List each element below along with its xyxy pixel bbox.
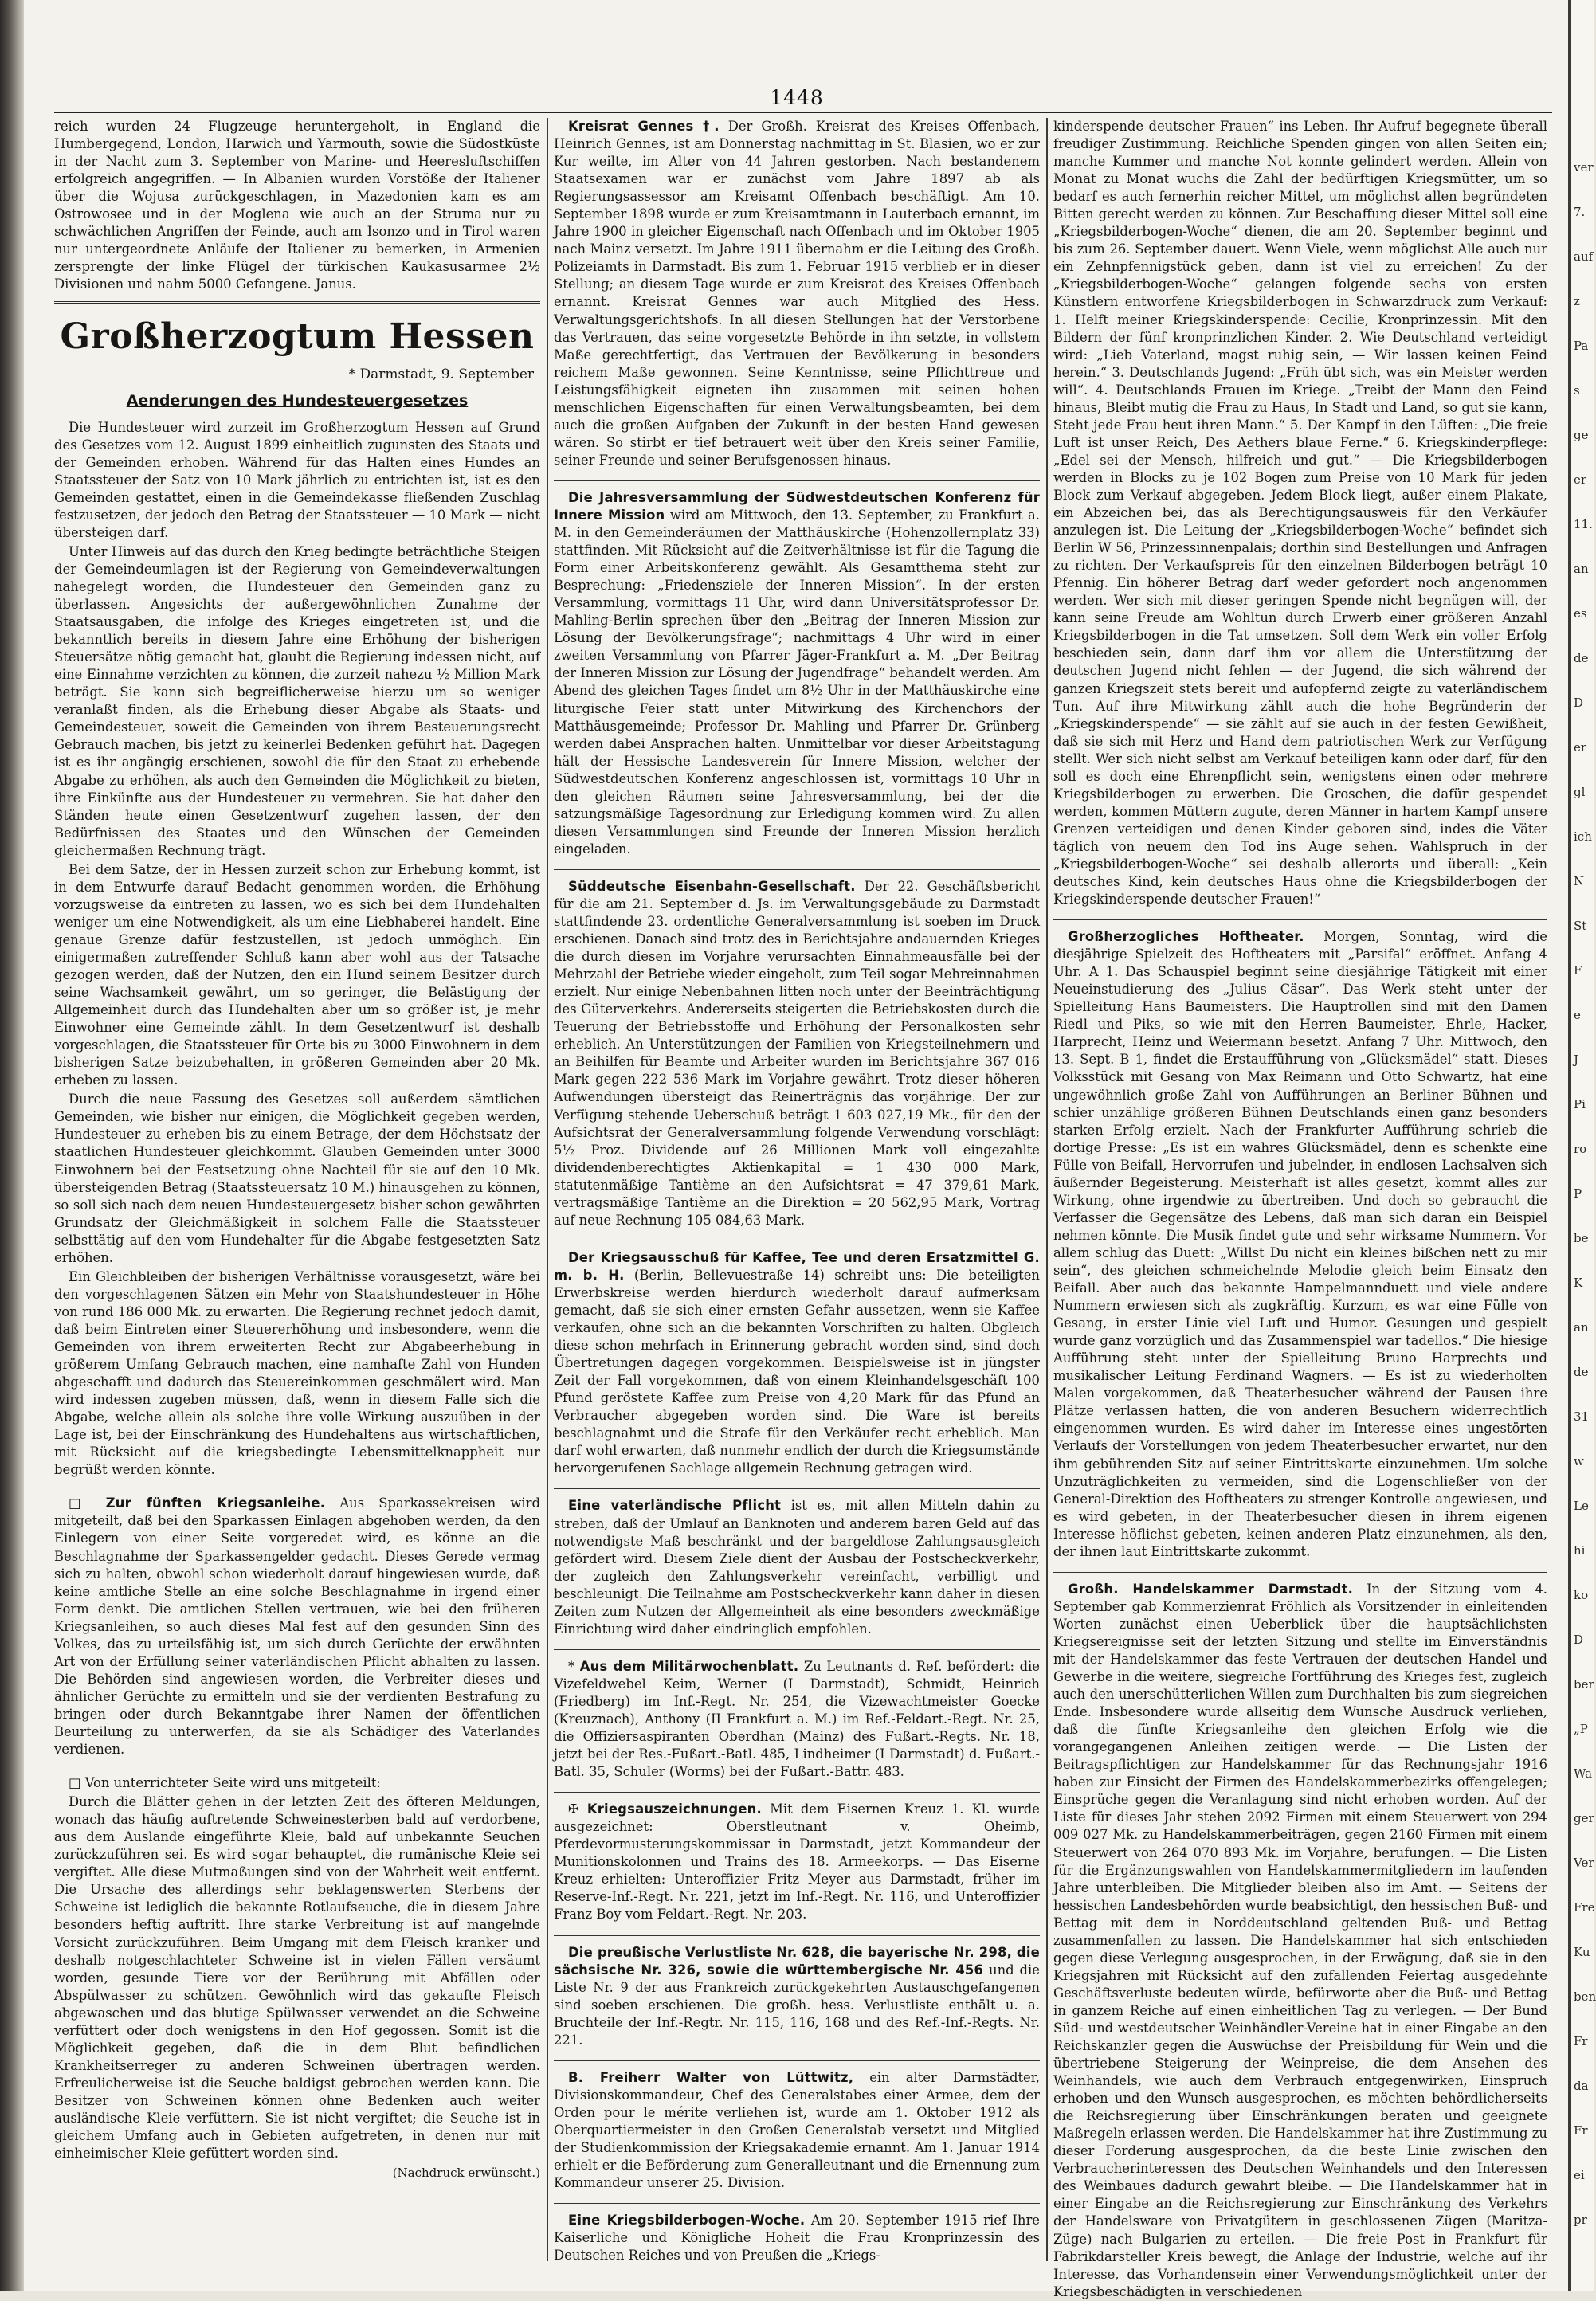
reprint-note: (Nachdruck erwünscht.) — [392, 2166, 540, 2181]
news-item-title: Die preußische Verlustliste Nr. 628, die bayerische Nr. 298, die sächsische Nr. 326, sowie die württembergische Nr. 456 — [554, 1944, 1040, 1978]
adjacent-page-fragment: N — [1574, 874, 1585, 888]
adjacent-page-fragment: Pa — [1574, 339, 1589, 353]
news-item-text: Mit dem Eisernen Kreuz 1. Kl. wurde ausgezeichnet: Oberstleutnant v. Oheimb, Pferdevormusterungskommissar in Darmstadt, jetzt Kommandeur der Munitionskolonnen und Trains des 18. Armeekorps. — Das Eiserne Kreuz erhielten: Unteroffizier Fritz Meyer aus Darmstadt, früher im Reserve-Inf.-Regt. Nr. 221, jetzt im Inf.-Regt. Nr. 116, und Unteroffizier Franz Boy vom Feldart.-Regt. Nr. 203. — [554, 1801, 1041, 1923]
news-item-text: Am 20. September 1915 rief Ihre Kaiserliche und Königliche Hoheit die Frau Kronprinzessin des Deutschen Reiches und von Preußen die „Kriegs- — [554, 2213, 1040, 2264]
adjacent-page-fragment: Pi — [1574, 1097, 1586, 1111]
adjacent-page-fragment: e — [1574, 1008, 1581, 1022]
item-divider — [1053, 1572, 1547, 1573]
adjacent-page-fragment: ber — [1574, 1677, 1594, 1691]
news-item-text: Zu Leutnants d. Ref. befördert: die Vizefeldwebel Keim, Werner (I Darmstadt), Schmidt, Heinrich (Friedberg) im Inf.-Regt. Nr. 254, die Vizewachtmeister Goecke (Kreuznach), Anthony (II Frankfurt a. M.) im Ref.-Feldart.-Regt. Nr. 25, die Offiziersaspiranten Oberdhan (Mainz) des Fußart.-Regts. Nr. 18, jetzt bei der Res.-Fußart.-Batl. 485, Lindheimer (I Darmstadt) d. Fußart.-Batl. 35, Schuler (Worms) bei der Fußart.-Battr. 483. — [554, 1658, 1041, 1780]
adjacent-page-fragment: es — [1574, 606, 1587, 621]
adjacent-page-fragment: Ku — [1574, 1945, 1590, 1959]
adjacent-page-fragment: Le — [1574, 1499, 1589, 1513]
news-item-text: und die Liste Nr. 9 der aus Frankreich zurückgekehrten Austauschgefangenen sind soeben erschienen. Die großh. hess. Verlustliste enthält u. a. Bruchteile der Inf.-Regtr. Nr. 115, 116, 168 und des Ref.-Inf.-Regts. Nr. 221. — [554, 1962, 1040, 2048]
adjacent-page-fragment: hi — [1574, 1543, 1586, 1558]
adjacent-page-fragment: Fr — [1574, 2034, 1588, 2048]
adjacent-page-fragment: St — [1574, 919, 1587, 933]
news-item: □ Von unterrichteter Seite wird uns mitgeteilt: Durch die Blätter gehen in der letzten Zeit des öfteren Meldungen, wonach das häufig auftretende Schweinesterben bald auf verdorbene, aus dem Auslande eingeführte Kleie, bald auf unbekannte Seuchen zurückzuführen sei. Es wird sogar behauptet, die rumänische Kleie sei vergiftet. Alle diese Mutmaßungen sind von der Wahrheit weit entfernt. Die Ursache des allerdings sehr beklagenswerten Sterbens der Schweine ist lediglich die bekannte Rotlaufseuche, die in diesem Jahre besonders heftig auftritt. Ihre starke Verbreitung ist auf mangelnde Vorsicht zurückzuführen. Beim Umgang mit dem Fleisch kranker und deshalb notgeschlachteter Schweine ist in vielen Fällen versäumt worden, gesunde Tiere vor der Berührung mit Abfällen oder Abspülwasser zu schützen. Gewöhnlich wird das gekaufte Fleisch abgewaschen und das blutige Spülwasser verwendet an die Schweine verfüttert oder doch wenigstens in den Hof gegossen. Somit ist die Möglichkeit gegeben, daß die in dem Blut befindlichen Krankheitserreger zu anderen Schweinen übertragen werden. Erfreulicherweise ist die Seuche baldigst gebrochen werden kann. Die Besitzer von Schweinen können ohne Bedenken auch weiter ausländische Kleie verfüttern. Sie ist nicht vergiftet; die Seuche ist in gleichem Umfang auch in Gebieten aufgetreten, in denen nur mit einheimischer Kleie gefüttert worden sind. (Nachdruck erwünscht.) — [54, 1774, 540, 2181]
news-item-text: Morgen, Sonntag, wird die diesjährige Spielzeit des Hoftheaters mit „Parsifal“ eröffnet. Anfang 4 Uhr. A 1. Das Schauspiel beginnt seine diesjährige Tätigkeit mit einer Neueinstudierung des „Julius Cäsar“. Das Werk steht unter der Spielleitung Hans Baumeisters. Die Hauptrollen sind mit den Damen Riedl und Piks, so wie mit den Herren Baumeister, Ehrle, Hacker, Harprecht, Heinz und Weiermann besetzt. Anfang 7 Uhr. Mittwoch, den 13. Sept. B 1, findet die Erstaufführung von „Glücksmädel“ statt. Dieses Volksstück mit Gesang von Max Reimann und Otto Schwartz, hat eine ungewöhnlich große Zahl von Aufführungen an Berliner Bühnen und schier unzählige größeren Bühnen Deutschlands einen ganz besonders starken Erfolg erzielt. Nach der Frankfurter Aufführung schrieb die dortige Presse: „Es ist ein wahres Glücksmädel, denn es schenkte eine Fülle von Beifall, Hervorrufen und jubelnder, in endlosen Lachsalven sich äußernder Begeisterung. Meisterhaft ist alles gesetzt, kommt alles zur Wirkung, ohne irgendwie zu übertreiben. Und doch so gebraucht die Verfasser die Gegensätze des Lebens, daß man sich daran ein Beispiel nehmen könnte. Die Musik findet gute und sehr wirksame Nummern. Vor allem schlug das Duett: „Willst Du nicht ein kleines bißchen nett zu mir sein“, des gleichen schmeichelnde Melodie gleich beim Einsatz den Beifall. Aber auch das bekannte Hampelmannduett und viele andere Nummern erwiesen sich als zugkräftig. Kurzum, es war eine Fülle von Gesang, in erster Linie viel Luft und Humor. Gesungen und gespielt wurde ganz vorzüglich und das Zusammenspiel war tadellos.“ Die hiesige Aufführung steht unter der Spielleitung Bruno Harprechts und musikalischer Leitung Ferdinand Wagners. — Es ist zu wiederholten Malen vorgekommen, daß Theaterbesucher während der Pausen ihre Plätze verlassen hatten, die von anderen Besuchern widerrechtlich eingenommen wurden. Es wird daher im Interesse eines ungestörten Verlaufs der Vorstellungen von jedem Theaterbesucher erwartet, nur den ihm gebührenden Sitz auf seiner Eintrittskarte einzunehmen. Um solche Unzuträglichkeiten zu vermeiden, sind die Logenschließer von der General-Direktion des Hoftheaters zu strenger Kontrolle angewiesen, und es wird gebeten, in der Theaterbesucher diesen in ihrem eigenen Interesse höflichst gebeten, keinen anderen Platz einzunehmen, als den, der ihnen laut Eintrittskarte zukommt. — [1053, 929, 1547, 1559]
page-number: 1448 — [770, 86, 824, 109]
item-divider — [554, 1935, 1040, 1936]
column-2: Kreisrat Gennes †. Der Großh. Kreisrat des Kreises Offenbach, Heinrich Gennes, ist am Donnerstag nachmittag in St. Blasien, wo er zur Kur weilte, im Alter von 44 Jahren gestorben. Nach bestandenem Staatsexamen war er zunächst vom Jahre 1897 ab als Regierungsassessor am Kreisamt Offenbach beschäftigt. Am 10. September 1898 wurde er zum Kreisamtmann in Lauterbach ernannt, im Jahre 1900 in gleicher Eigenschaft nach Offenbach und im Oktober 1905 nach Mainz versetzt. Im Jahre 1911 übernahm er die Leitung des Großh. Polizeiamts in Darmstadt. Bis zum 1. Februar 1915 verblieb er in dieser Stellung; an diesem Tage wurde er zum Kreisrat des Kreises Offenbach ernannt. Kreisrat Gennes war auch Mitglied des Hess. Verwaltungsgerichtshofs. In all diesen Stellungen hat der Verstorbene das Vertrauen, das seine vorgesetzte Behörde in ihn setzte, in vollstem Maße gerechtfertigt, das Vertrauen der Bevölkerung in besonders reichem Maße gewonnen. Seine Kenntnisse, seine Pflichttreue und Leistungsfähigkeit eigneten ihn zusammen mit seinen hohen menschlichen Eigenschaften für einen Verwaltungsbeamten, bei dem auch die großen Aufgaben der Zukunft in der besten Hand gewesen wären. So stirbt er tief betrauert weit über den Kreis seiner Familie, seiner Freunde und seiner Berufsgenossen hinaus. Die Jahresversammlung der Südwestdeutschen Konferenz für Innere Mission wird am Mittwoch, den 13. September, zu Frankfurt a. M. in den Gemeinderäumen der Matthäuskirche (Hohenzollernplatz 33) stattfinden. Mit Rücksicht auf die Zeitverhältnisse ist für die Tagung die Form einer Arbeitskonferenz gewählt. Als Gesamtthema steht zur Besprechung: „Friedensziele der Inneren Mission“. In der ersten Versammlung, vormittags 11 Uhr, wird dann Universitätsprofessor Dr. Mahling-Berlin sprechen über den „Beitrag der Inneren Mission zur Lösung der Bevölkerungsfrage“; nachmittags 4 Uhr wird in einer zweiten Versammlung von Pfarrer Jäger-Frankfurt a. M. „Der Beitrag der Inneren Mission zur Lösung der Jugendfrage“ behandelt werden. Am Abend des gleichen Tages findet um 8½ Uhr in der Matthäuskirche eine liturgische Feier statt unter Mitwirkung des Kirchenchors der Matthäusgemeinde; Professor Dr. Mahling und Pfarrer Dr. Grünberg werden dabei Ansprachen halten. Unmittelbar vor dieser Arbeitstagung hält der Hessische Landesverein für Innere Mission, welcher der Südwestdeutschen Konferenz angeschlossen ist, vormittags 10 Uhr in den gleichen Räumen seine Jahresversammlung, bei der die satzungsmäßige Tagesordnung zur Erledigung kommen wird. Zu allen diesen Versammlungen sind Freunde der Inneren Mission herzlich eingeladen. Süddeutsche Eisenbahn-Gesellschaft. Der 22. Geschäftsbericht für die am 21. September d. Js. im Verwaltungsgebäude zu Darmstadt stattfindende 23. ordentliche Generalversammlung ist soeben im Druck erschienen. Danach sind trotz des in Berichtsjahre andauernden Krieges die durch diesen im Vorjahre verursachten Einnahmeausfälle bei der Mehrzahl der Betriebe wieder eingeholt, zum Teil sogar Mehreinnahmen erzielt. Nur einige Nebenbahnen litten noch unter der Beeinträchtigung des Güterverkehrs. Andererseits steigerten die Betriebskosten durch die Teuerung der Betriebsstoffe und Erhöhung der Personalkosten sehr erheblich. An Unterstützungen der Familien von Kriegsteilnehmern und an Beihilfen für Beamte und Arbeiter wurden im Berichtsjahre 367 016 Mark gegen 222 536 Mark im Vorjahre gewährt. Trotz dieser höheren Aufwendungen übersteigt das Reinerträgnis das vorjährige. Der zur Verfügung stehende Ueberschuß beträgt 1 603 027,19 Mk., für den der Aufsichtsrat der Generalversammlung folgende Verwendung vorschlägt: 5½ Proz. Dividende auf 26 Millionen Mark voll eingezahlte dividendenberechtigtes Aktienkapital = 1 430 000 Mark, statutenmäßige Tantième an den Aufsichtsrat = 47 379,61 Mark, vertragsmäßige Tantième an die Direktion = 20 562,95 Mark, Vortrag auf neue Rechnung 105 084,63 Mark. Der Kriegsausschuß für Kaffee, Tee und deren Ersatzmittel G. m. b. H. (Berlin, Bellevuestraße 14) schreibt uns: Die beteiligten Erwerbskreise werden hierdurch wiederholt darauf aufmerksam gemacht, daß sie sich einer ernsten Gefahr aussetzen, wenn sie Kaffee verkaufen, ohne sich an die bekannten Vorschriften zu halten. Obgleich diese schon mehrfach in Erinnerung gebracht worden sind, sind doch Übertretungen dagegen vorgekommen. Beispielsweise ist in jüngster Zeit der Fall vorgekommen, daß von einem Kleinhandelsgeschäft 100 Pfund geröstete Kaffee zum Preise von 4,20 Mark für das Pfund an Verbraucher abgegeben worden sind. Die Ware ist bereits beschlagnahmt und die Strafe für den Verkäufer recht erheblich. Man darf wohl erwarten, daß nunmehr endlich der durch die Kriegsumstände hervorgerufenen Sachlage allgemein Rechnung getragen wird. Eine vaterländische Pflicht ist es, mit allen Mitteln dahin zu streben, daß der Umlauf an Banknoten und anderem baren Geld auf das notwendigste Maß beschränkt und der bargeldlose Zahlungsausgleich gefördert wird. Diesem Ziele dient der Ausbau der Postscheckverkehr, der zugleich den Zahlungsverkehr vereinfacht, verbilligt und beschleunigt. Die Teilnahme am Postscheckverkehr kann daher in diesen Zeiten zum Nutzen der Allgemeinheit als eine besonders zweckmäßige Einrichtung wird daher eindringlich empfohlen. * Aus dem Militärwochenblatt. Zu Leutnants d. Ref. befördert: die Vizefeldwebel Keim, Werner (I Darmstadt), Schmidt, Heinrich (Friedberg) im Inf.-Regt. Nr. 254, die Vizewachtmeister Goecke (Kreuznach), Anthony (II Frankfurt a. M.) im Ref.-Feldart.-Regt. Nr. 25, die Offiziersaspiranten Oberdhan (Mainz) des Fußart.-Regts. Nr. 18, jetzt bei der Res.-Fußart.-Batl. 485, Lindheimer (I Darmstadt) d. Fußart.-Batl. 35, Schuler (Worms) bei der Fußart.-Battr. 483. ✠ Kriegsauszeichnungen. Mit dem Eisernen Kreuz 1. Kl. wurde ausgezeichnet: Oberstleutnant v. Oheimb, Pferdevormusterungskommissar in Darmstadt, jetzt Kommandeur der Munitionskolonnen und Trains des 18. Armeekorps. — Das Eiserne Kreuz erhielten: Unteroffizier Fritz Meyer aus Darmstadt, früher im Reserve-Inf.-Regt. Nr. 221, jetzt im Inf.-Regt. Nr. 116, und Unteroffizier Franz Boy vom Feldart.-Regt. Nr. 203. Die preußische Verlustliste Nr. 628, die bayerische Nr. 298, die sächsische Nr. 326, sowie die württembergische Nr. 456 und die Liste Nr. 9 der aus Frankreich zurückgekehrten Austauschgefangenen sind soeben erschienen. Die großh. hess. Verlustliste enthält u. a. Bruchteile der Inf.-Regtr. Nr. 115, 116, 168 und des Ref.-Inf.-Regts. Nr. 221. B. Freiherr Walter von Lüttwitz, ein alter Darmstädter, Divisionskommandeur, Chef des Generalstabes einer Armee, dem der Orden pour le mérite verliehen ist, wurde am 1. Oktober 1912 als Oberquartiermeister in den Großen Generalstab versetzt und Mitglied der Studienkommission der Kriegsakademie ernannt. Am 1. Januar 1914 erhielt er die Beförderung zum Generalleutnant und die Ernennung zum Kommandeur unserer 25. Division. Eine Kriegsbilderbogen-Woche. Am 20. September 1915 rief Ihre Kaiserliche und Königliche Hoheit die Frau Kronprinzessin des Deutschen Reiches und von Preußen die „Kriegs- — [554, 119, 1041, 2264]
adjacent-page-fragment: w — [1574, 1454, 1584, 1468]
item-divider — [1053, 919, 1547, 920]
adjacent-page-fragment: Fr — [1574, 2123, 1588, 2138]
adjacent-page-fragment: ei — [1574, 2168, 1585, 2182]
adjacent-page-fragment: auf — [1574, 249, 1594, 264]
adjacent-page-fragment: er — [1574, 472, 1587, 487]
news-item-title: B. Freiherr Walter von Lüttwitz, — [568, 2069, 854, 2085]
column-rule — [547, 118, 548, 2261]
item-divider — [554, 2060, 1040, 2061]
news-item-title: Zur fünften Kriegsanleihe. — [105, 1495, 326, 1511]
news-item-title: Großh. Handelskammer Darmstadt. — [1068, 1581, 1354, 1597]
adjacent-page-fragment: da — [1574, 2079, 1589, 2093]
adjacent-page-fragment: de — [1574, 1365, 1589, 1379]
item-divider — [554, 2203, 1040, 2204]
item-divider — [554, 1792, 1040, 1793]
column-1 — [54, 118, 540, 2261]
adjacent-page-fragment: Ver — [1574, 1856, 1594, 1870]
news-item-text: wird am Mittwoch, den 13. September, zu Frankfurt a. M. in den Gemeinderäumen der Matthäuskirche (Hohenzollernplatz 33) stattfinden. Mit Rücksicht auf die Zeitverhältnisse ist für die Tagung die Form einer Arbeitskonferenz gewählt. Als Gesamtthema steht zur Besprechung: „Friedensziele der Inneren Mission“. In der ersten Versammlung, vormittags 11 Uhr, wird dann Universitätsprofessor Dr. Mahling-Berlin sprechen über den „Beitrag der Inneren Mission zur Lösung der Bevölkerungsfrage“; nachmittags 4 Uhr wird in einer zweiten Versammlung von Pfarrer Jäger-Frankfurt a. M. „Der Beitrag der Inneren Mission zur Lösung der Jugendfrage“ behandelt werden. Am Abend des gleichen Tages findet um 8½ Uhr in der Matthäuskirche eine liturgische Feier statt unter Mitwirkung des Kirchenchors der Matthäusgemeinde; Professor Dr. Mahling und Pfarrer Dr. Grünberg werden dabei Ansprachen halten. Unmittelbar vor dieser Arbeitstagung hält der Hessische Landesverein für Innere Mission, welcher der Südwestdeutschen Konferenz angeschlossen ist, vormittags 10 Uhr in den gleichen Räumen seine Jahresversammlung, bei der die satzungsmäßige Tagesordnung zur Erledigung kommen wird. Zu allen diesen Versammlungen sind Freunde der Inneren Mission herzlich eingeladen. — [554, 507, 1040, 857]
article-paragraph: Die Hundesteuer wird zurzeit im Großherzogtum Hessen auf Grund des Gesetzes vom 12. August 1899 einheitlich zugunsten des Staats und der Gemeinden erhoben. Während für das Halten eines Hundes an Staatssteuer der Satz von 10 Mark jährlich zu entrichten ist, ist es den Gemeinden gestattet, einen in die Gemeindekasse fließenden Zuschlag festzusetzen, der jedoch den Betrag der Staatssteuer — 10 Mark — nicht übersteigen darf. — [54, 419, 540, 540]
adjacent-page-fragment: de — [1574, 651, 1589, 665]
adjacent-page-fragment: J — [1574, 1053, 1579, 1067]
adjacent-page-fragment: ko — [1574, 1588, 1589, 1602]
adjacent-page-fragment: ver — [1574, 160, 1594, 174]
article-paragraph: Ein Gleichbleiben der bisherigen Verhältnisse vorausgesetzt, wäre bei den vorgeschlagenen Sätzen ein Mehr von Staatshundesteuer in Höhe von rund 186 000 Mk. zu erwarten. Die Regierung rechnet jedoch damit, daß beim Eintreten einer Steuererhöhung und insbesondere, wenn die Gemeinden von ihrem erweiterten Recht zur Abgabeerhebung in größerem Umfang Gebrauch machen, eine namhafte Zahl von Hunden abgeschafft und dadurch das Steuereinkommen geschmälert wird. Man wird indessen zugeben müssen, daß, wenn in diesem Falle sich die Abgabe, welche allein als solche ihre volle Wirkung auszuüben in der Lage ist, bei der Einschränkung des Hundehaltens aus wirtschaftlichen, mit Rücksicht auf die kriegsbedingte Lebensmittelknappheit nur begrüßt werden könnte. — [54, 1268, 540, 1478]
adjacent-page-fragment: an — [1574, 562, 1589, 576]
adjacent-page-fragment: K — [1574, 1276, 1583, 1290]
adjacent-page-fragment: an — [1574, 1320, 1589, 1335]
news-item-title: Süddeutsche Eisenbahn-Gesellschaft. — [568, 878, 856, 894]
news-item-text: ist es, mit allen Mitteln dahin zu streben, daß der Umlauf an Banknoten und anderem baren Geld auf das notwendigste Maß beschränkt und der bargeldlose Zahlungsausgleich gefördert wird. Diesem Ziele dient der Ausbau der Postscheckverkehr, der zugleich den Zahlungsverkehr vereinfacht, verbilligt und beschleunigt. Die Teilnahme am Postscheckverkehr kann daher in diesen Zeiten zum Nutzen der Allgemeinheit als eine besonders zweckmäßige Einrichtung wird daher eindringlich empfohlen. — [554, 1498, 1040, 1637]
news-item-title: Kriegsauszeichnungen. — [586, 1801, 762, 1817]
adjacent-page-fragment: D — [1574, 696, 1584, 710]
adjacent-page-fragment: er — [1574, 740, 1587, 755]
news-item-text: (Berlin, Bellevuestraße 14) schreibt uns: Die beteiligten Erwerbskreise werden hierdurch wiederholt darauf aufmerksam gemacht, daß sie sich einer ernsten Gefahr aussetzen, wenn sie Kaffee verkaufen, ohne sich an die bekannten Vorschriften zu halten. Obgleich diese schon mehrfach in Erinnerung gebracht worden sind, sind doch Übertretungen dagegen vorgekommen. Beispielsweise ist in jüngster Zeit der Fall vorgekommen, daß von einem Kleinhandelsgeschäft 100 Pfund geröstete Kaffee zum Preise von 4,20 Mark für das Pfund an Verbraucher abgegeben worden sind. Die Ware ist bereits beschlagnahmt und die Strafe für den Verkäufer recht erheblich. Man darf wohl erwarten, daß nunmehr endlich der durch die Kriegsumstände hervorgerufenen Sachlage allgemein Rechnung getragen wird. — [554, 1267, 1040, 1476]
adjacent-page-fragment: Fre — [1574, 1900, 1595, 1915]
war-report-end: reich wurden 24 Flugzeuge heruntergeholt, in England die Humbergegend, London, Harwich und Yarmouth, sowie die Südostküste in der Nacht zum 3. September von Marine- und Heeresluftschiffen erfolgreich angegriffen. — In Albanien wurden Vorstöße der Italiener über die Wojusa zurückgeschlagen, in Mazedonien kam es am Ostrowosee und in der Moglena wie auch an der Struma nur zu schwächlichen Angriffen der Feinde, auch am Isonzo und in Tirol waren nur untergeordnete Anläufe der Italiener zu bemerken, in Armenien zersprengte der linke Flügel der türkischen Kaukasusarmee 2½ Divisionen und nahm 5000 Gefangene. Janus. — [54, 119, 540, 292]
adjacent-page-edge — [1568, 0, 1594, 2291]
adjacent-page-fragment: z — [1574, 294, 1580, 308]
news-item-text: ein alter Darmstädter, Divisionskommandeur, Chef des Generalstabes einer Armee, dem der Orden pour le mérite verliehen ist, wurde am 1. Oktober 1912 als Oberquartiermeister in den Großen Generalstab versetzt und Mitglied der Studienkommission der Kriegsakademie ernannt. Am 1. Januar 1914 erhielt er die Beförderung zum Generalleutnant und die Ernennung zum Kommandeur unserer 25. Division. — [554, 2069, 1040, 2191]
adjacent-page-fragment: ben — [1574, 1989, 1596, 2004]
adjacent-page-fragment: pr — [1574, 2213, 1587, 2227]
adjacent-page-fragment: gl — [1574, 785, 1586, 799]
adjacent-page-fragment: Wa — [1574, 1766, 1593, 1781]
item-divider — [554, 1649, 1040, 1650]
news-item-text: In der Sitzung vom 4. September gab Kommerzienrat Fröhlich als Vorsitzender in einleitenden Worten zunächst einen Ueberblick über die hauptsächlichsten Kriegsereignisse seit der letzten Sitzung und stellte im Einverständnis mit der Handelskammer das feste Vertrauen der deutschen Handel und Gewerbe in die weitere, siegreiche Fortführung des Krieges fest, zugleich auch den unerschütterlichen Willen zum Durchhalten bis zum siegreichen Ende. Insbesondere wurde allseitig dem Wunsche Ausdruck verliehen, daß die fünfte Kriegsanleihe den gleichen Erfolg wie die vorangegangenen Anleihen zeitigen werde. — Die Listen der Beitragspflichtigen zur Handelskammer für das Rechnungsjahr 1916 haben zur Einsicht der Firmen des Handelskammerbezirks offengelegen; Einsprüche gegen die Veranlagung sind nicht erhoben worden. Auf der Liste für dieses Jahr stehen 2092 Firmen mit einem Steuerwert von 294 009 027 Mk. zu Handelskammerbeiträgen, gegen 2160 Firmen mit einem Steuerwert von 264 070 893 Mk. im Vorjahre, berufungen. — Die Listen für die Ergänzungswahlen von Handelskammermitgliedern im laufenden Jahre unterbleiben. Die Mitglieder bleiben also im Amt. — Seitens der hessischen Landesbehörden wurde beabsichtigt, den hessischen Buß- und Bettag mit dem in Norddeutschland geltenden Buß- und Bettag zusammenfallen zu lassen. Die Handelskammer hat sich entschieden gegen diese Verlegung ausgesprochen, in der Erwägung, daß sie in den Kriegsjahren mit Rücksicht auf den zufallenden Feiertag ausgedehnte Geschäftsverluste bedeuten würde, befürworte aber die Buß- und Bettag in ganzem Reiche auf einen einheitlichen Tag zu verlegen. — Der Bund Süd- und westdeutscher Weinhändler-Vereine hat in einer Eingabe an den Reichskanzler gegen die Auswüchse der Preisbildung für Wein und die übertriebene Steigerung der Weinpreise, die dem Ansehen des Weinhandels, wie auch dem Verbrauch entgegenwirken, Einspruch erhoben und den Wunsch ausgesprochen, es möchten behördlicherseits die Reichsregierung über Einschränkungen beraten und geeignete Maßregeln erlassen werden. Die Handelskammer hat ihre Zustimmung zu dieser Forderung ausgesprochen, da die beste Linie zwischen den Verbraucherinteressen des Deutschen Weinhandels und den Interessen des Weinbaues dadurch gewahrt bleibe. — Die Handelskammer hat in einer Eingabe an die Reichsregierung zur Einschränkung des Verkehrs der Handelsware von Privatgütern in geschlossenen Zügen (Maritza-Züge) nach Bulgarien zu erteilen. — Die freie Post in Frankfurt für Fabrikdarsteller Kreis bewegt, die Anlage der Industrie, welche auf ihr Interesse, das Vorhandensein einer Verwendungsmöglichkeit unter der Kriegsbeschädigten in verschiedenen — [1053, 1581, 1547, 2299]
adjacent-page-fragment: D — [1574, 1633, 1584, 1647]
adjacent-page-fragment: be — [1574, 1231, 1589, 1245]
news-item-text: Der 22. Geschäftsbericht für die am 21. September d. Js. im Verwaltungsgebäude zu Darmstadt stattfindende 23. ordentliche Generalversammlung ist soeben im Druck erschienen. Danach sind trotz des in Berichtsjahre andauernden Krieges die durch diesen im Vorjahre verursachten Einnahmeausfälle bei der Mehrzahl der Betriebe wieder eingeholt, zum Teil sogar Mehreinnahmen erzielt. Nur einige Nebenbahnen litten noch unter der Beeinträchtigung des Güterverkehrs. Andererseits steigerten die Betriebskosten durch die Teuerung der Betriebsstoffe und Erhöhung der Personalkosten sehr erheblich. An Unterstützungen der Familien von Kriegsteilnehmern und an Beihilfen für Beamte und Arbeiter wurden im Berichtsjahre 367 016 Mark gegen 222 536 Mark im Vorjahre gewährt. Trotz dieser höheren Aufwendungen übersteigt das Reinerträgnis das vorjährige. Der zur Verfügung stehende Ueberschuß beträgt 1 603 027,19 Mk., für den der Aufsichtsrat der Generalversammlung folgende Verwendung vorschlägt: 5½ Proz. Dividende auf 26 Millionen Mark voll eingezahlte dividendenberechtigtes Aktienkapital = 1 430 000 Mark, statutenmäßige Tantième an den Aufsichtsrat = 47 379,61 Mark, vertragsmäßige Tantième an die Direktion = 20 562,95 Mark, Vortrag auf neue Rechnung 105 084,63 Mark. — [554, 878, 1040, 1228]
column-rule — [1046, 118, 1048, 2261]
news-item-title: Der Kriegsausschuß für Kaffee, Tee und deren Ersatzmittel G. m. b. H. — [554, 1249, 1040, 1283]
article-paragraph: Unter Hinweis auf das durch den Krieg bedingte beträchtliche Steigen der Gemeindeumlagen ist der Regierung von Gemeindeverwaltungen nahegelegt worden, die Hundesteuer den Gemeinden ganz zu überlassen. Angesichts der außergewöhnlichen Zunahme der Staatsausgaben, die infolge des Krieges eingetreten ist, und die bekanntlich bereits in diesem Jahre eine Erhöhung der bisherigen Steuersätze nötig gemacht hat, glaubt die Regierung indessen nicht, auf eine Einnahme verzichten zu können, die zurzeit nahezu ½ Million Mark beträgt. Sie kann sich begreiflicherweise hierzu um so weniger veranlaßt finden, als die Erhebung dieser Abgabe als Staats- und Gemeindesteuer, soweit die Gemeinden von ihrem Besteuerungsrecht Gebrauch machen, bis jetzt zu keinerlei Bedenken geführt hat. Dagegen ist es ihr angängig erschienen, sowohl die für den Staat zu erhebende Abgabe zu erhöhen, als auch den Gemeinden die Möglichkeit zu bieten, ihre Einkünfte aus der Hundesteuer zu vermehren. Sie hat daher den Ständen heute einen Gesetzentwurf zugehen lassen, der den Bedürfnissen des Staates und den Wünschen der Gemeinden gleichermaßen Rechnung trägt. — [54, 543, 540, 858]
item-divider — [554, 869, 1040, 870]
news-item-title: Von unterrichteter Seite wird uns mitgeteilt: — [84, 1775, 381, 1791]
section-title: Großherzogtum Hessen — [60, 316, 535, 358]
news-item-title: Kreisrat Gennes †. — [568, 119, 720, 134]
dateline: * Darmstadt, 9. September — [348, 367, 534, 383]
adjacent-page-fragment: F — [1574, 963, 1582, 978]
article-title: Aenderungen des Hundesteuergesetzes — [126, 391, 469, 410]
adjacent-page-fragment: P — [1574, 1186, 1582, 1201]
news-item-text: Aus Sparkassekreisen wird mitgeteilt, daß bei den Sparkassen Einlagen abgehoben werden, da den Einlegern von einer Seite vorgeredet wird, es könne an die Beschlagnahme der Sparkassengelder gedacht. Dieses Gerede vermag sich zu halten, obwohl schon wiederholt darauf hingewiesen wurde, daß keine amtliche Stelle an eine solche Beschlagnahme in irgend einer Form denkt. Die amtlichen Stellen vertrauen, wie bei den früheren Kriegsanleihen, so auch dieses Mal fest auf den gesunden Sinn des Volkes, das zu urteilsfähig ist, um sich durch Gerüchte der erwähnten Art von der Erfüllung seiner vaterländischen Pflicht abhalten zu lassen. Die Behörden sind angewiesen worden, die Verbreiter dieses und ähnlicher Gerüchte zu ermitteln und sie der verdienten Bestrafung zu bringen oder durch Bekanntgabe ihrer Namen der öffentlichen Beurteilung zu unterwerfen, da sie als Schädiger des Vaterlandes verdienen. — [54, 1495, 540, 1758]
binding-edge — [0, 0, 24, 2291]
adjacent-page-fragment: ro — [1574, 1142, 1587, 1156]
adjacent-page-fragment: 11. — [1574, 517, 1593, 531]
adjacent-page-fragment: 7. — [1574, 205, 1586, 219]
news-item-title: Aus dem Militärwochenblatt. — [579, 1658, 799, 1674]
news-item-text: Durch die Blätter gehen in der letzten Zeit des öfteren Meldungen, wonach das häufig auftretende Schweinesterben bald auf verdorbene, aus dem Auslande eingeführte Kleie, bald auf unbekannte Seuchen zurückzuführen sei. Es wird sogar behauptet, die rumänische Kleie sei vergiftet. Alle diese Mutmaßungen sind von der Wahrheit weit entfernt. Die Ursache des allerdings sehr beklagenswerten Sterbens der Schweine ist lediglich die bekannte Rotlaufseuche, die in diesem Jahre besonders heftig auftritt. Ihre starke Verbreitung ist auf mangelnde Vorsicht zurückzuführen. Beim Umgang mit dem Fleisch kranker und deshalb notgeschlachteter Schweine ist in vielen Fällen versäumt worden, gesunde Tiere vor der Berührung mit Abfällen oder Abspülwasser zu schützen. Gewöhnlich wird das gekaufte Fleisch abgewaschen und das blutige Spülwasser verwendet an die Schweine verfüttert oder doch wenigstens in den Hof gegossen. Somit ist die Möglichkeit gegeben, daß die in dem Blut befindlichen Krankheitserreger zu anderen Schweinen übertragen werden. Erfreulicherweise ist die Seuche baldigst gebrochen werden kann. Die Besitzer von Schweinen können ohne Bedenken auch weiter ausländische Kleie verfüttern. Sie ist nicht vergiftet; die Seuche ist in gleichem Umfang auch in Gebieten aufgetreten, in denen nur mit einheimischer Kleie gefüttert worden sind. — [54, 1794, 540, 2162]
header-rule — [54, 112, 1552, 113]
news-item-title: Großherzogliches Hoftheater. — [1068, 929, 1304, 945]
adjacent-page-fragment: ge — [1574, 428, 1589, 442]
news-item-text: Der Großh. Kreisrat des Kreises Offenbach, Heinrich Gennes, ist am Donnerstag nachmittag in St. Blasien, wo er zur Kur weilte, im Alter von 44 Jahren gestorben. Nach bestandenem Staatsexamen war er zunächst vom Jahre 1897 ab als Regierungsassessor am Kreisamt Offenbach beschäftigt. Am 10. September 1898 wurde er zum Kreisamtmann in Lauterbach ernannt, im Jahre 1900 in gleicher Eigenschaft nach Offenbach und im Oktober 1905 nach Mainz versetzt. Im Jahre 1911 übernahm er die Leitung des Großh. Polizeiamts in Darmstadt. Bis zum 1. Februar 1915 verblieb er in dieser Stellung; an diesem Tage wurde er zum Kreisrat des Kreises Offenbach ernannt. Kreisrat Gennes war auch Mitglied des Hess. Verwaltungsgerichtshofs. In all diesen Stellungen hat der Verstorbene das Vertrauen, das seine vorgesetzte Behörde in ihn setzte, in vollstem Maße gerechtfertigt, das Vertrauen der Bevölkerung in besonders reichem Maße gewonnen. Seine Kenntnisse, seine Pflichttreue und Leistungsfähigkeit eigneten ihn zusammen mit seinen hohen menschlichen Eigenschaften für einen Verwaltungsbeamten, bei dem auch die großen Aufgaben der Zukunft in der besten Hand gewesen wären. So stirbt er tief betrauert weit über den Kreis seiner Familie, seiner Freunde und seiner Berufsgenossen hinaus. — [554, 119, 1040, 468]
adjacent-page-fragment: s — [1574, 383, 1580, 398]
news-item-text: kinderspende deutscher Frauen“ ins Leben. Ihr Aufruf begegnete überall freudiger Zustimmung. Reichliche Spenden gingen von allen Seiten ein; manche Kummer und manche Not konnte gelindert werden. Allein von Monat zu Monat wuchs die Zahl der bedürftigen Kriegsmütter, um so bedarf es auch fernerhin reicher Mittel, um möglichst allen begründeten Bitten gerecht werden zu können. Zur Beschaffung dieser Mittel soll eine „Kriegsbilderbogen-Woche“ dienen, die am 20. September beginnt und bis zum 26. September dauert. Wenn Viele, wenn möglichst Alle auch nur ein Zehnpfennigstück geben, dann ist viel zu erreichen! Zu der „Kriegsbilderbogen-Woche“ gelangen folgende sechs von ersten Künstlern entworfene Kriegsbilderbogen in Schwarzdruck zum Verkauf: 1. Helft meiner Kriegskinderspende: Cecilie, Kronprinzessin. Mit den Bildern der fünf kronprinzlichen Kinder. 2. Wie Deutschland verteidigt wird: „Lieb Vaterland, magst ruhig sein, — Wir lassen keinen Feind herein.“ 3. Deutschlands Jugend: „Früh übt sich, was ein Meister werden will“. 4. Deutschlands Frauen im Kriege. „Treibt der Mann den Feind hinaus, Bleibt mutig die Frau zu Haus, In Stadt und Land, so gut sie kann, Steht jede Frau heut ihren Mann.“ 5. Der Kampf in den Lüften: „Die freie Luft ist unser Reich, Des Aethers blaue Ferne.“ 6. Kriegskinderpflege: „Edel sei der Mensch, hilfreich und gut.“ — Die Kriegsbilderbogen werden in Blocks zu je 102 Bogen zum Preise von 10 Mark für jeden Block zum Verkauf abgegeben. Jedem Block liegt, außer einem Plakate, ein Abzeichen bei, das als Berechtigungsausweis für den Verkäufer anzulegen ist. Die Leitung der „Kriegsbilderbogen-Woche“ befindet sich Berlin W 56, Prinzessinnenpalais; dorthin sind Bestellungen und Anfragen zu richten. Der Verkaufspreis für den einzelnen Bilderbogen beträgt 10 Pfennig. Ein höherer Betrag darf weder gefordert noch angenommen werden. Wer sich mit dieser geringen Spende nicht begnügen will, der kann seine Freude am Wohltun durch Erwerb einer größeren Anzahl Kriegsbilderbogen in die Tat umsetzen. Soll dem Werk ein voller Erfolg beschieden sein, dann darf ihm vor allem die Unterstützung der deutschen Jugend nicht fehlen — der Jugend, die sich während der ganzen Kriegszeit stets bereit und aufopfernd zeigte zu vaterländischem Tun. Auf ihre Mitwirkung zählt auch die hohe Begründerin der „Kriegskinderspende“ — sie zählt auf sie auch in der festen Gewißheit, daß sie sich mit Herz und Hand dem patriotischen Werk zur Verfügung stellt. Wer sich nicht selbst am Verkauf beteiligen kann oder darf, für den soll es doch eine Ehrenpflicht sein, wenigstens einen oder mehrere Kriegsbilderbogen zu erwerben. Die Groschen, die dafür gespendet werden, kommen Müttern zugute, deren Männer in hartem Kampf unsere Grenzen verteidigen und denen Kinder geboren sind, indes die Väter täglich von neuem den Tod ins Auge sehen. Wahlspruch in der „Kriegsbilderbogen-Woche“ sei deshalb allerorts und überall: „Kein deutsches Kind, kein deutsches Haus ohne die Kriegsbilderbogen der Kriegskinderspende deutscher Frauen!“ — [1053, 119, 1547, 907]
adjacent-page-fragment: „P — [1574, 1722, 1588, 1736]
news-item-title: Die Jahresversammlung der Südwestdeutschen Konferenz für Innere Mission — [554, 489, 1040, 523]
news-item-title: Eine Kriegsbilderbogen-Woche. — [568, 2213, 806, 2228]
news-item: □ Zur fünften Kriegsanleihe. Aus Sparkassekreisen wird mitgeteilt, daß bei den Sparkassen Einlagen abgehoben werden, da den Einlegern von einer Seite vorgeredet wird, es könne an die Beschlagnahme der Sparkassengelder gedacht. Dieses Gerede vermag sich zu halten, obwohl schon wiederholt darauf hingewiesen wurde, daß keine amtliche Stelle an eine solche Beschlagnahme in irgend einer Form denkt. Die amtlichen Stellen vertrauen, wie bei den früheren Kriegsanleihen, so auch dieses Mal fest auf den gesunden Sinn des Volkes, das zu urteilsfähig ist, um sich durch Gerüchte der erwähnten Art von der Erfüllung seiner vaterländischen Pflicht abhalten zu lassen. Die Behörden sind angewiesen worden, die Verbreiter dieses und ähnlicher Gerüchte zu ermitteln und sie der verdienten Bestrafung zu bringen oder durch Bekanntgabe ihrer Namen der öffentlichen Beurteilung zu unterwerfen, da sie als Schädiger des Vaterlandes verdienen. — [54, 1495, 540, 1758]
item-divider — [554, 1488, 1040, 1489]
article-paragraph: Durch die neue Fassung des Gesetzes soll außerdem sämtlichen Gemeinden, wie bisher nur einigen, die Möglichkeit gegeben werden, Hundesteuer zu erheben bis zu einem Betrage, der dem Höchstsatz der staatlichen Hundesteuer gleichkommt. Glauben Gemeinden unter 3000 Einwohnern bei der Festsetzung ohne Nachteil für sie auf den 10 Mk. übersteigenden Betrag (Staatssteuersatz 10 M.) hinausgehen zu können, so soll sich nach dem neuen Hundesteuergesetz bisher schon gewährten Grundsatz der Gleichmäßigkeit in solchem Falle die Staatssteuer selbsttätig auf den vom Hundehalter für die Abgabe festgesetzten Satz erhöhen. — [54, 1092, 540, 1265]
item-divider — [554, 480, 1040, 481]
adjacent-page-fragment: ger — [1574, 1811, 1594, 1825]
adjacent-page-fragment: 31 — [1574, 1409, 1590, 1424]
news-item-title: Eine vaterländische Pflicht — [568, 1498, 782, 1514]
column-3 — [1053, 118, 1547, 2299]
section-divider — [54, 301, 540, 304]
adjacent-page-fragment: ich — [1574, 829, 1592, 844]
article-paragraph: Bei dem Satze, der in Hessen zurzeit schon zur Erhebung kommt, ist in dem Entwurfe darauf Bedacht genommen worden, die Erhöhung vorzugsweise da eintreten zu lassen, wo es sich bei dem Hundehalten weniger um eine Notwendigkeit, als um eine Liebhaberei handelt. Eine genaue Grenze dafür festzustellen, ist jedoch unmöglich. Ein einigermaßen zutreffender Schluß kann aber wohl aus der Tatsache gezogen werden, daß der Nutzen, den ein Hund seinem Besitzer durch seine Wachsamkeit gewährt, um so geringer, die Belästigung der Allgemeinheit durch das Hundehalten aber um so größer ist, je mehr Einwohner eine Gemeinde zählt. In dem Gesetzentwurf ist deshalb vorgeschlagen, die Staatssteuer für Orte bis zu 3000 Einwohnern in dem bisherigen Satze beizubehalten, in größeren Gemeinden aber 20 Mk. erheben zu lassen. — [54, 861, 540, 1088]
